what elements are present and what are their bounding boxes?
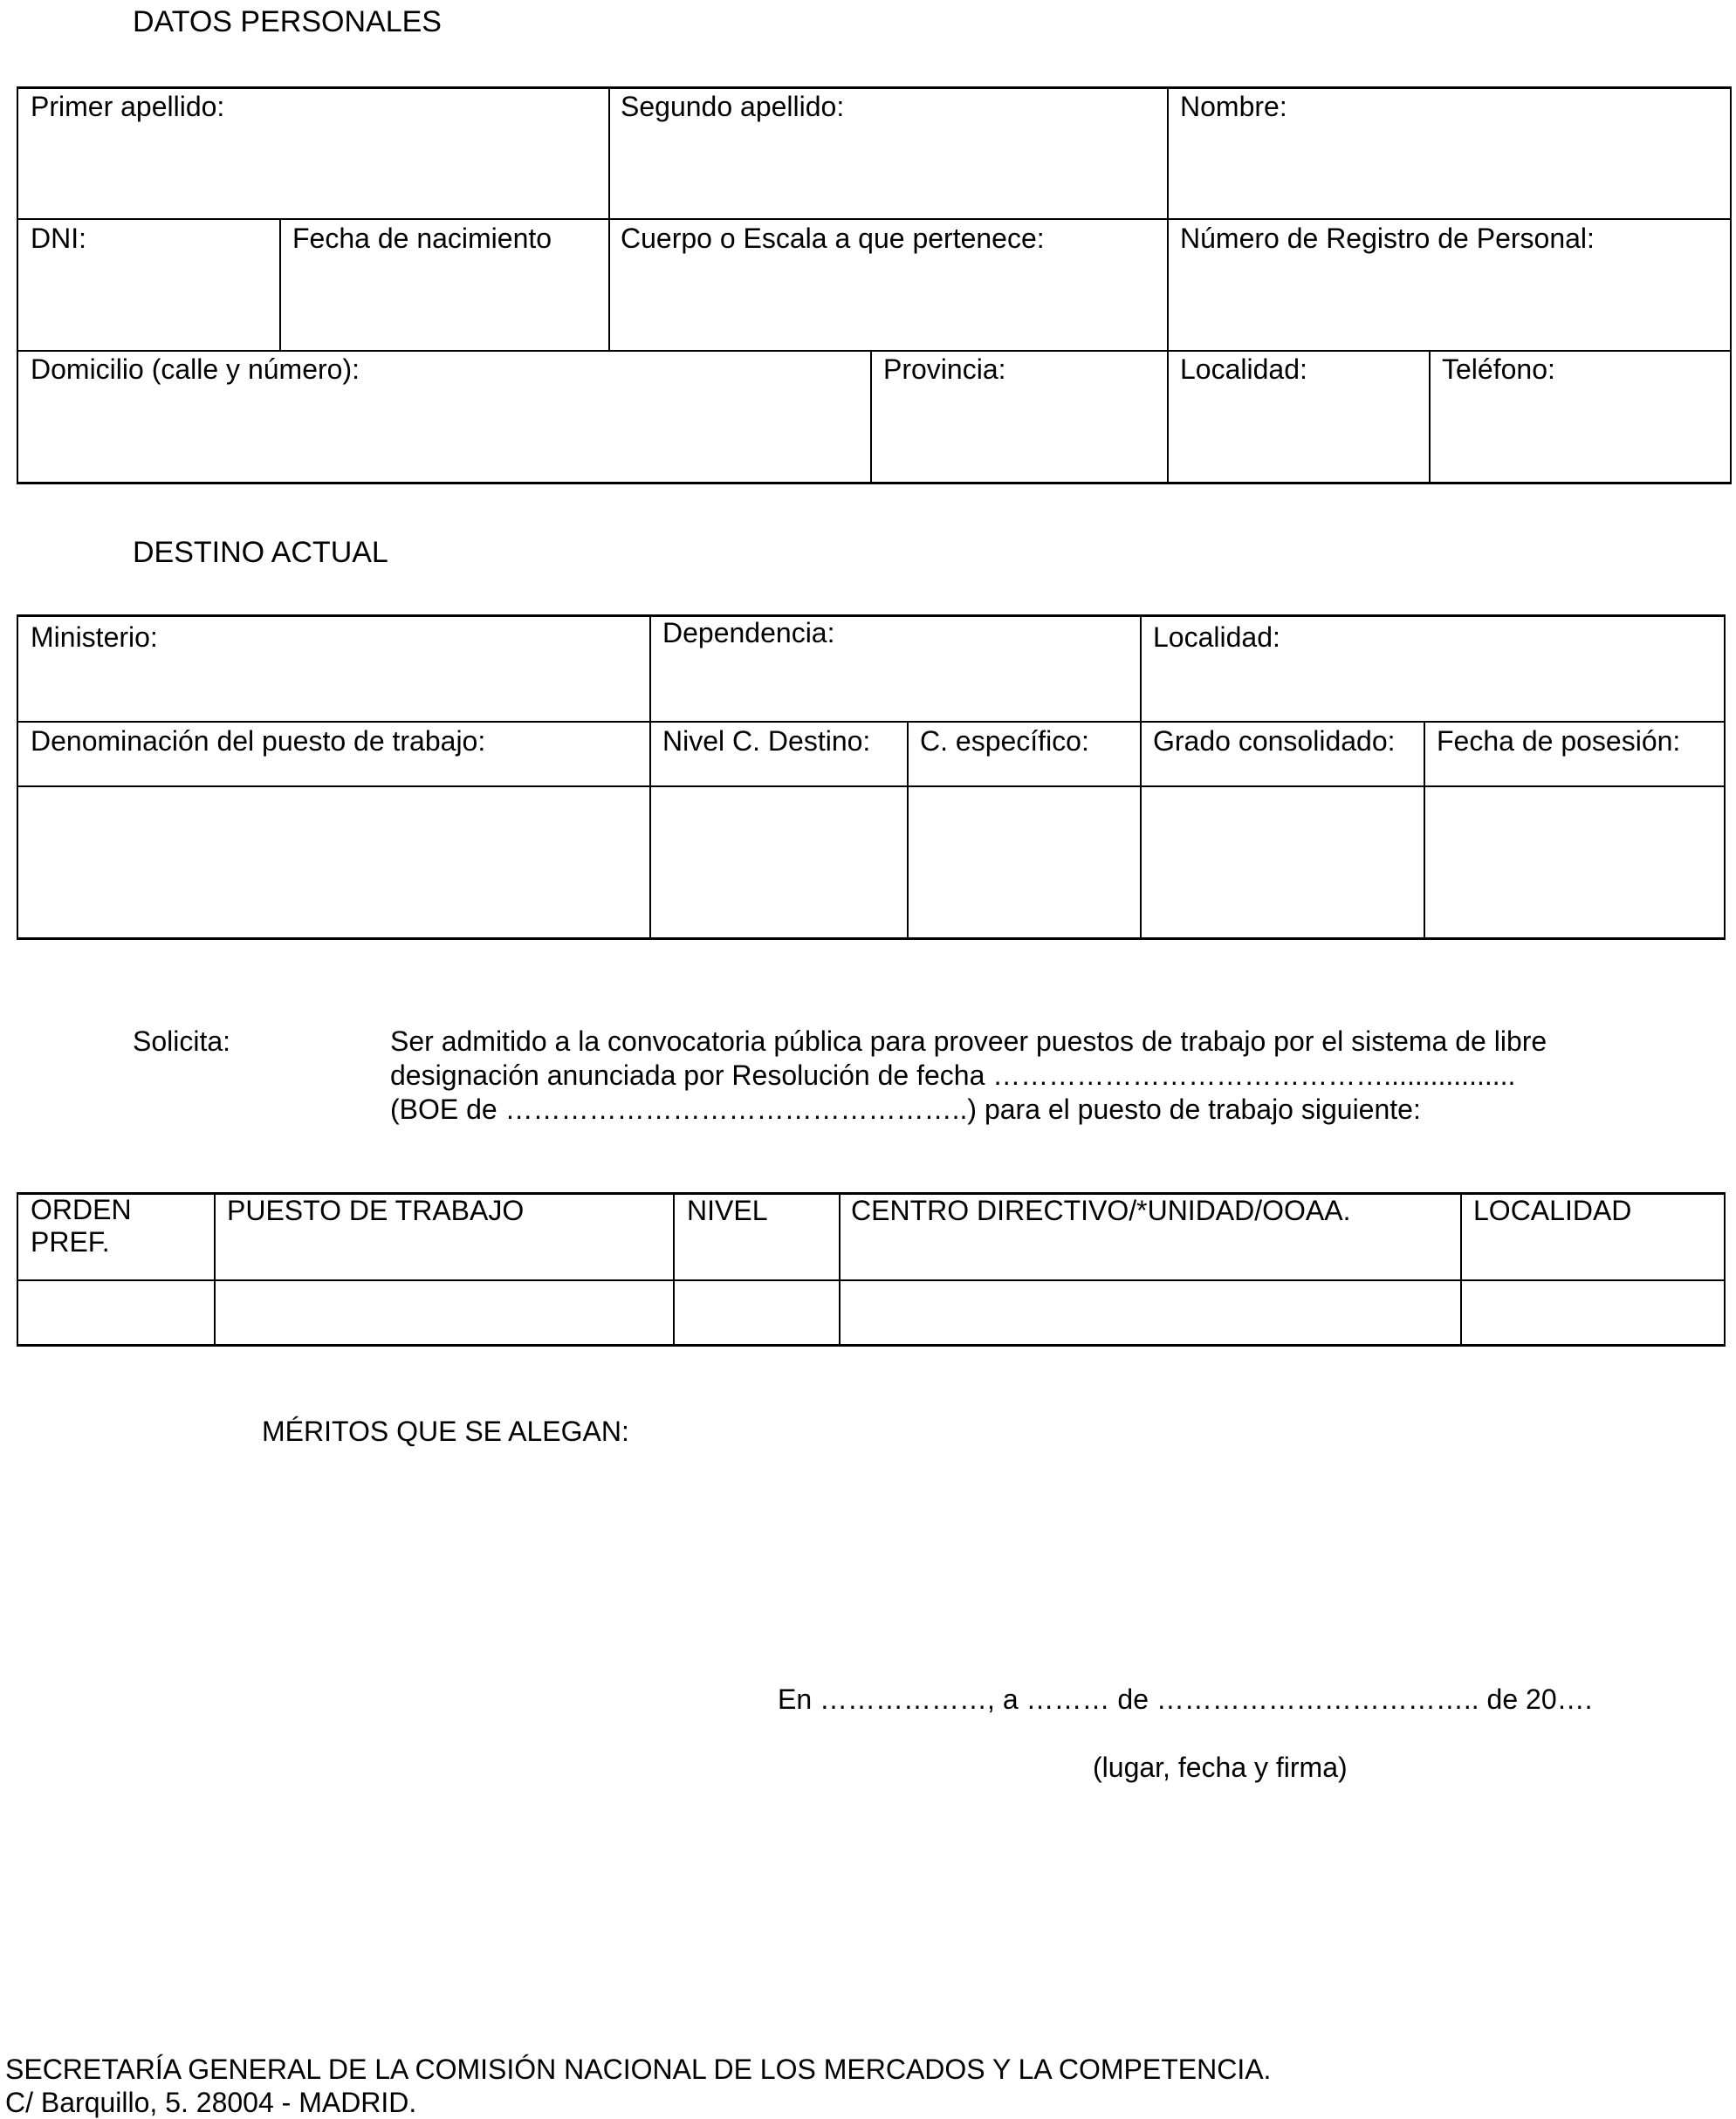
table-border <box>1730 86 1732 484</box>
column-header-nivel: NIVEL <box>687 1195 768 1226</box>
table-border <box>1140 614 1142 940</box>
field-label-provincia: Provincia: <box>883 353 1006 385</box>
table-border <box>649 614 651 940</box>
field-label-localidad: Localidad: <box>1180 353 1307 385</box>
solicita-text-line-3: (BOE de …………………………………………..) para el puesto de trabajo siguiente: <box>390 1094 1421 1125</box>
field-label-ministerio: Ministerio: <box>31 621 158 653</box>
table-border <box>1429 350 1431 484</box>
table-border <box>17 1192 18 1347</box>
solicita-text-line-1: Ser admitido a la convocatoria pública para proveer puestos de trabajo por el sistema de libre <box>390 1025 1547 1057</box>
table-border <box>17 937 1726 940</box>
table-border <box>1460 1192 1462 1347</box>
table-border <box>17 614 1726 617</box>
table-border <box>1724 614 1726 940</box>
table-border <box>1167 86 1169 484</box>
column-header-centro-directivo: CENTRO DIRECTIVO/*UNIDAD/OOAA. <box>851 1195 1351 1226</box>
table-border <box>17 1279 1726 1281</box>
column-header-puesto-trabajo: PUESTO DE TRABAJO <box>227 1195 525 1226</box>
table-border <box>1424 721 1425 940</box>
section-title-destino-actual: DESTINO ACTUAL <box>133 536 388 569</box>
section-title-datos-personales: DATOS PERSONALES <box>133 5 442 38</box>
field-label-c-especifico: C. específico: <box>920 725 1089 757</box>
table-border <box>17 721 1726 723</box>
table-border <box>839 1192 841 1347</box>
signature-place-date-line: En ………………, a ……… de …………………………….. de 20…. <box>778 1684 1593 1715</box>
column-header-orden-pref: ORDEN PREF. <box>31 1194 132 1258</box>
field-label-cuerpo-escala: Cuerpo o Escala a que pertenece: <box>621 223 1045 254</box>
signature-caption: (lugar, fecha y firma) <box>1093 1752 1348 1783</box>
table-border <box>1724 1192 1726 1347</box>
field-label-fecha-nacimiento: Fecha de nacimiento <box>292 223 552 254</box>
field-label-dependencia: Dependencia: <box>662 617 835 648</box>
field-label-domicilio: Domicilio (calle y número): <box>31 353 360 385</box>
field-label-segundo-apellido: Segundo apellido: <box>621 91 845 122</box>
table-border <box>279 218 281 352</box>
field-label-nombre: Nombre: <box>1180 91 1287 122</box>
table-border <box>608 86 610 352</box>
footer-address: C/ Barquillo, 5. 28004 - MADRID. <box>5 2087 417 2118</box>
table-border <box>17 785 1726 787</box>
column-header-localidad: LOCALIDAD <box>1473 1195 1632 1226</box>
table-border <box>17 218 1732 220</box>
field-label-localidad-destino: Localidad: <box>1153 621 1280 653</box>
field-label-nivel-destino: Nivel C. Destino: <box>662 725 871 757</box>
table-border <box>17 86 1732 89</box>
table-border <box>17 482 1732 484</box>
table-border <box>17 1344 1726 1347</box>
field-label-fecha-posesion: Fecha de posesión: <box>1437 725 1681 757</box>
field-label-primer-apellido: Primer apellido: <box>31 91 225 122</box>
footer-organization: SECRETARÍA GENERAL DE LA COMISIÓN NACIONAL DE LOS MERCADOS Y LA COMPETENCIA. <box>5 2054 1272 2085</box>
field-label-denominacion-puesto: Denominación del puesto de trabajo: <box>31 725 486 757</box>
table-border <box>17 350 1732 352</box>
field-label-telefono: Teléfono: <box>1442 353 1555 385</box>
field-label-grado-consolidado: Grado consolidado: <box>1153 725 1396 757</box>
table-border <box>214 1192 216 1347</box>
table-border <box>17 86 18 484</box>
meritos-label: MÉRITOS QUE SE ALEGAN: <box>262 1416 629 1447</box>
solicita-label: Solicita: <box>133 1025 231 1057</box>
table-border <box>907 721 909 940</box>
table-border <box>17 614 18 940</box>
table-border <box>673 1192 675 1347</box>
field-label-numero-registro: Número de Registro de Personal: <box>1180 223 1595 254</box>
field-label-dni: DNI: <box>31 223 86 254</box>
solicita-text-line-2: designación anunciada por Resolución de fecha ……………………………………................. <box>390 1060 1516 1091</box>
table-border <box>870 350 872 484</box>
